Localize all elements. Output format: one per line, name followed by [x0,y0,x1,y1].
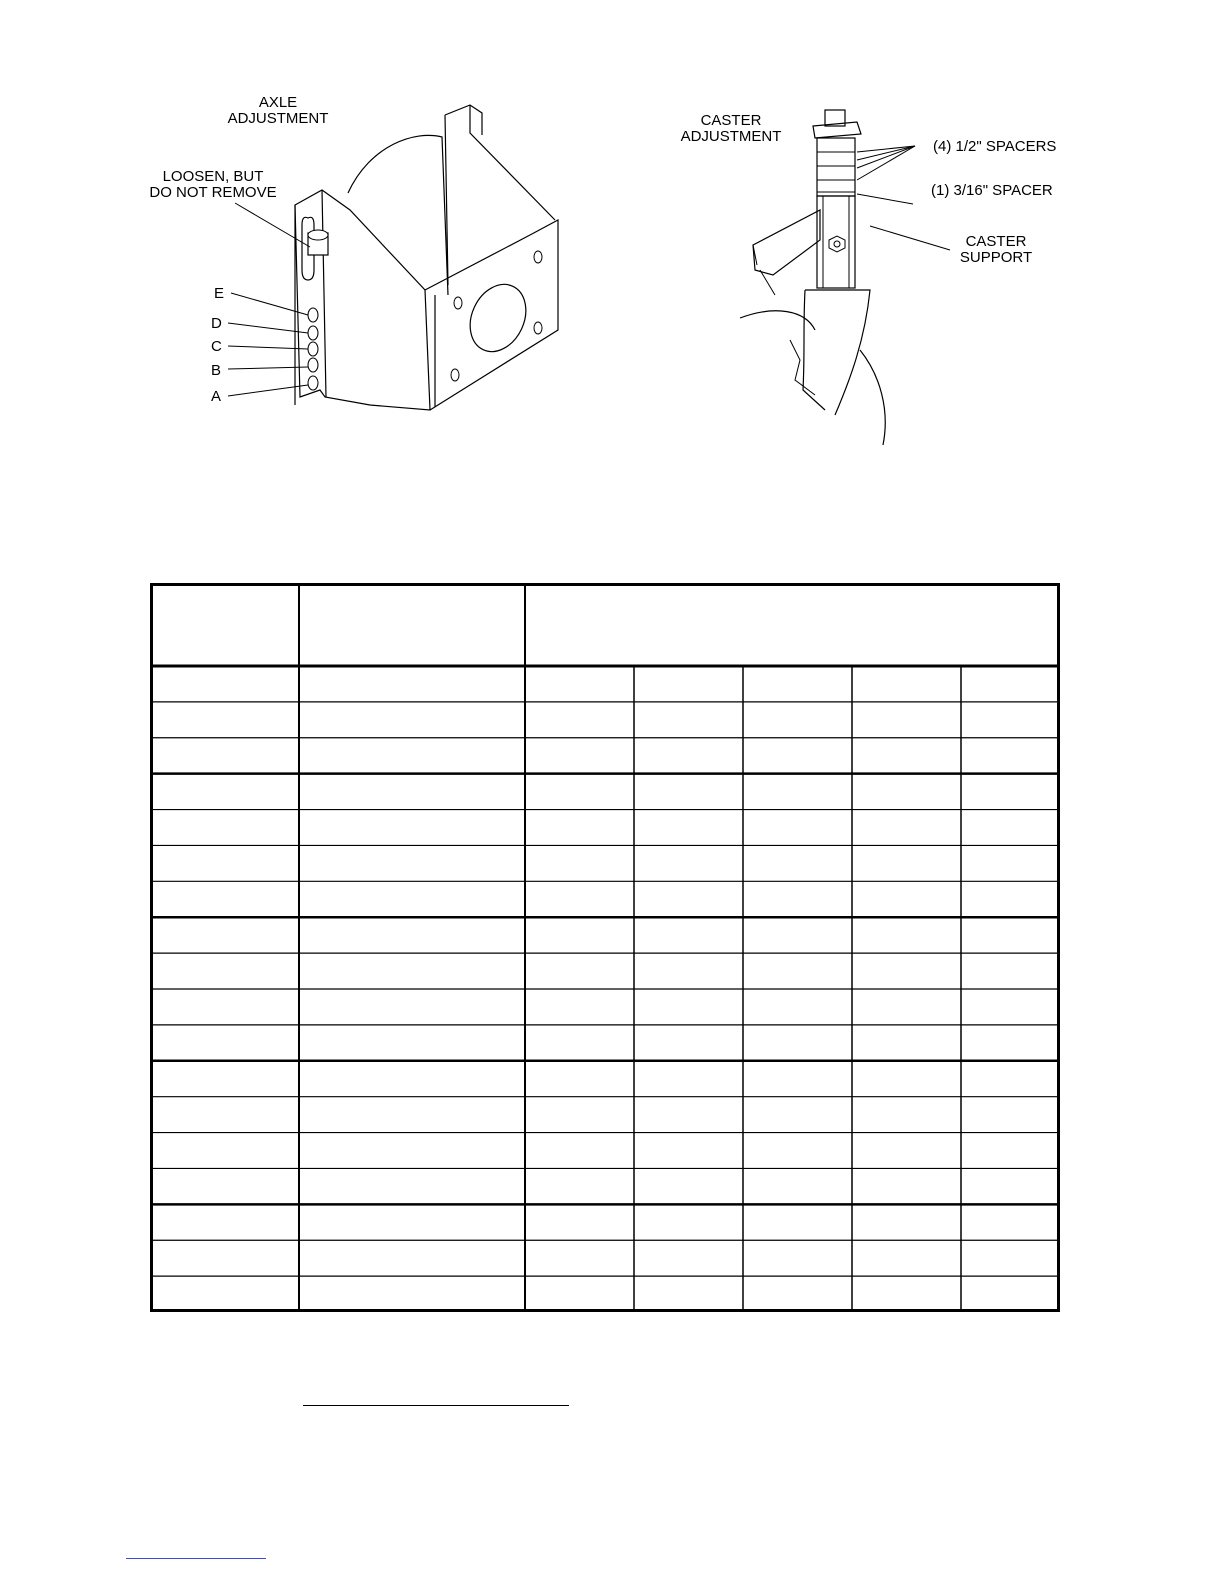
axle-adjustment-figure [130,85,590,425]
axle-rear-flange [445,105,555,285]
caster-arm [753,210,820,275]
hole-label-a: A [211,388,222,405]
hole-e [308,308,318,322]
caster-support-line1: CASTER [965,233,1027,250]
hole-b [308,358,318,372]
axle-title-line1: AXLE [258,94,298,111]
axle-curved-plate [348,135,448,295]
adjustment-table [150,583,1060,1312]
hole-label-e: E [214,285,225,302]
footer-link-underline [126,1558,266,1559]
mount-bore [460,275,537,360]
hole-a [308,376,318,390]
caster-support-line2: SUPPORT [959,249,1033,266]
bolt-note-line2: DO NOT REMOVE [149,184,277,201]
spacer-3-16-label: (1) 3/16" SPACER [931,182,1053,199]
signature-underline [303,1405,569,1406]
caster-title-line2: ADJUSTMENT [680,128,782,145]
hole-label-c: C [211,338,222,355]
spacer-stack [817,138,855,196]
bolt-note-line1: LOOSEN, BUT [162,168,264,185]
caster-fork [803,290,870,415]
axle-title-line2: ADJUSTMENT [227,110,329,127]
hole-label-b: B [211,362,222,379]
table-row-lines [150,702,1060,1276]
axle-mount-plate [425,220,558,410]
caster-setscrew [829,236,845,252]
caster-adjustment-figure [665,100,1085,450]
caster-title-line1: CASTER [700,112,762,129]
caster-nut [813,122,861,138]
hole-label-d: D [211,315,222,332]
spacers-half-label: (4) 1/2" SPACERS [933,138,1057,155]
hole-d [308,326,318,340]
hole-c [308,342,318,356]
